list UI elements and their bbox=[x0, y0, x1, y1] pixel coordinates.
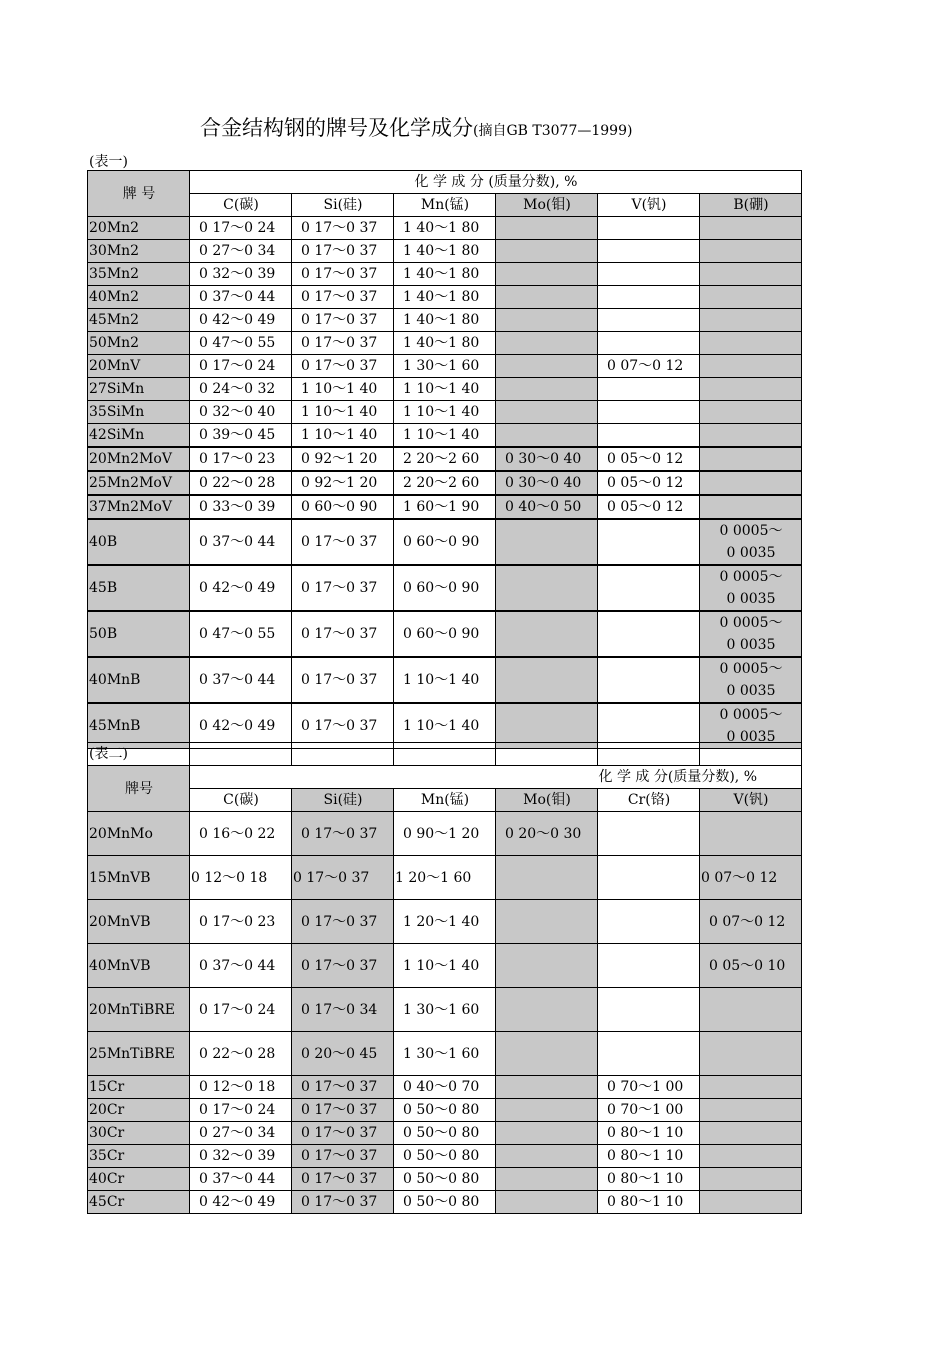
table-row bbox=[88, 657, 802, 703]
value-cell: 1 30～1 60 bbox=[394, 355, 496, 378]
table-row bbox=[88, 1145, 802, 1168]
value-cell: 0 0005～ 0 0035 bbox=[700, 703, 802, 749]
value-cell bbox=[700, 1099, 802, 1122]
column-header: V(钒) bbox=[598, 194, 700, 217]
value-cell: 0 70～1 00 bbox=[598, 1076, 700, 1099]
value-cell bbox=[496, 988, 598, 1032]
column-header: C(碳) bbox=[190, 194, 292, 217]
grade-cell: 25Mn2MoV bbox=[88, 471, 190, 495]
table-row bbox=[88, 1032, 802, 1076]
composition-header: 化 学 成 分(质量分数), % bbox=[190, 766, 802, 789]
value-cell bbox=[700, 378, 802, 401]
grade-cell: 45Cr bbox=[88, 1191, 190, 1214]
value-cell: 0 17～0 37 bbox=[292, 611, 394, 657]
value-cell bbox=[700, 309, 802, 332]
column-header: B(硼) bbox=[700, 194, 802, 217]
table-row bbox=[88, 378, 802, 401]
table-row bbox=[88, 495, 802, 519]
grade-cell: 20Mn2MoV bbox=[88, 447, 190, 471]
value-cell bbox=[496, 1191, 598, 1214]
grade-header: 牌号 bbox=[88, 766, 190, 812]
value-cell: 0 17～0 37 bbox=[292, 217, 394, 240]
value-cell bbox=[700, 1168, 802, 1191]
value-cell bbox=[496, 424, 598, 448]
value-cell: 0 90～1 20 bbox=[394, 812, 496, 856]
value-cell: 0 50～0 80 bbox=[394, 1168, 496, 1191]
column-header: C(碳) bbox=[190, 789, 292, 812]
grade-cell: 15MnVB bbox=[88, 856, 190, 900]
value-cell: 1 10～1 40 bbox=[394, 944, 496, 988]
table-row bbox=[88, 988, 802, 1032]
value-cell bbox=[496, 944, 598, 988]
table-row bbox=[88, 1168, 802, 1191]
column-header: Mn(锰) bbox=[394, 194, 496, 217]
value-cell bbox=[700, 263, 802, 286]
value-cell bbox=[700, 355, 802, 378]
value-cell: 0 17～0 37 bbox=[292, 309, 394, 332]
value-cell: 0 20～0 30 bbox=[496, 812, 598, 856]
value-cell: 0 30～0 40 bbox=[496, 471, 598, 495]
value-cell bbox=[700, 1076, 802, 1099]
value-cell bbox=[598, 856, 700, 900]
value-cell: 0 17～0 37 bbox=[292, 332, 394, 355]
value-cell: 0 17～0 37 bbox=[292, 1191, 394, 1214]
value-cell: 1 10～1 40 bbox=[292, 424, 394, 448]
value-cell bbox=[598, 286, 700, 309]
document-title bbox=[200, 112, 632, 142]
value-cell bbox=[496, 519, 598, 565]
value-cell bbox=[496, 1145, 598, 1168]
value-cell: 1 40～1 80 bbox=[394, 309, 496, 332]
value-cell: 0 39～0 45 bbox=[190, 424, 292, 448]
value-cell bbox=[496, 286, 598, 309]
table-row bbox=[88, 424, 802, 448]
value-cell: 0 05～0 10 bbox=[700, 944, 802, 988]
value-cell: 0 17～0 37 bbox=[292, 1076, 394, 1099]
value-cell bbox=[496, 309, 598, 332]
value-cell bbox=[598, 519, 700, 565]
value-cell bbox=[598, 812, 700, 856]
value-cell bbox=[496, 332, 598, 355]
value-cell bbox=[700, 1122, 802, 1145]
table-row bbox=[88, 332, 802, 355]
table-row bbox=[88, 401, 802, 424]
grade-cell: 25MnTiBRE bbox=[88, 1032, 190, 1076]
value-cell: 0 17～0 34 bbox=[292, 988, 394, 1032]
value-cell: 0 17～0 37 bbox=[292, 1168, 394, 1191]
value-cell: 1 30～1 60 bbox=[394, 988, 496, 1032]
value-cell bbox=[700, 1145, 802, 1168]
grade-cell: 45MnB bbox=[88, 703, 190, 749]
value-cell: 0 42～0 49 bbox=[190, 565, 292, 611]
value-cell bbox=[496, 565, 598, 611]
grade-cell: 45B bbox=[88, 565, 190, 611]
value-cell bbox=[700, 286, 802, 309]
grade-cell: 20MnMo bbox=[88, 812, 190, 856]
grade-cell: 42SiMn bbox=[88, 424, 190, 448]
value-cell bbox=[598, 217, 700, 240]
value-cell bbox=[598, 944, 700, 988]
value-cell: 0 92～1 20 bbox=[292, 447, 394, 471]
value-cell: 1 10～1 40 bbox=[394, 378, 496, 401]
grade-header: 牌 号 bbox=[88, 171, 190, 217]
grade-cell: 45Mn2 bbox=[88, 309, 190, 332]
value-cell: 0 22～0 28 bbox=[190, 1032, 292, 1076]
value-cell bbox=[496, 378, 598, 401]
value-cell: 0 32～0 39 bbox=[190, 263, 292, 286]
grade-cell: 15Cr bbox=[88, 1076, 190, 1099]
value-cell bbox=[496, 657, 598, 703]
grade-cell: 40MnVB bbox=[88, 944, 190, 988]
empty-cell bbox=[598, 743, 700, 766]
value-cell: 0 47～0 55 bbox=[190, 332, 292, 355]
empty-cell bbox=[394, 743, 496, 766]
value-cell: 1 10～1 40 bbox=[394, 401, 496, 424]
value-cell: 0 60～0 90 bbox=[394, 519, 496, 565]
value-cell bbox=[700, 471, 802, 495]
table1-tag: (表一) bbox=[89, 154, 128, 170]
value-cell: 0 50～0 80 bbox=[394, 1191, 496, 1214]
table-row bbox=[88, 447, 802, 471]
value-cell: 0 27～0 34 bbox=[190, 240, 292, 263]
value-cell: 0 20～0 45 bbox=[292, 1032, 394, 1076]
value-cell: 0 17～0 37 bbox=[292, 355, 394, 378]
value-cell bbox=[496, 217, 598, 240]
value-cell bbox=[496, 611, 598, 657]
column-header: Si(硅) bbox=[292, 789, 394, 812]
grade-cell: 27SiMn bbox=[88, 378, 190, 401]
value-cell bbox=[700, 240, 802, 263]
value-cell bbox=[496, 1099, 598, 1122]
value-cell: 0 32～0 40 bbox=[190, 401, 292, 424]
value-cell: 0 42～0 49 bbox=[190, 703, 292, 749]
value-cell: 0 17～0 37 bbox=[292, 812, 394, 856]
value-cell bbox=[496, 856, 598, 900]
value-cell bbox=[700, 988, 802, 1032]
value-cell: 0 07～0 12 bbox=[598, 355, 700, 378]
value-cell: 0 37～0 44 bbox=[190, 944, 292, 988]
value-cell: 0 42～0 49 bbox=[190, 309, 292, 332]
value-cell: 0 17～0 37 bbox=[292, 1145, 394, 1168]
grade-cell: 30Mn2 bbox=[88, 240, 190, 263]
value-cell: 0 92～1 20 bbox=[292, 471, 394, 495]
value-cell: 0 12～0 18 bbox=[190, 856, 292, 900]
value-cell: 0 32～0 39 bbox=[190, 1145, 292, 1168]
grade-cell: 40Mn2 bbox=[88, 286, 190, 309]
value-cell bbox=[598, 309, 700, 332]
grade-cell: 35Mn2 bbox=[88, 263, 190, 286]
value-cell: 0 17～0 37 bbox=[292, 900, 394, 944]
value-cell: 0 27～0 34 bbox=[190, 1122, 292, 1145]
value-cell: 1 10～1 40 bbox=[394, 703, 496, 749]
value-cell bbox=[598, 240, 700, 263]
value-cell: 0 0005～ 0 0035 bbox=[700, 519, 802, 565]
table-row bbox=[88, 1099, 802, 1122]
value-cell: 0 07～0 12 bbox=[700, 856, 802, 900]
value-cell bbox=[598, 401, 700, 424]
value-cell bbox=[700, 217, 802, 240]
value-cell: 0 50～0 80 bbox=[394, 1099, 496, 1122]
value-cell: 0 30～0 40 bbox=[496, 447, 598, 471]
value-cell bbox=[496, 401, 598, 424]
value-cell: 0 37～0 44 bbox=[190, 1168, 292, 1191]
table-row bbox=[88, 240, 802, 263]
value-cell bbox=[700, 332, 802, 355]
value-cell bbox=[496, 1032, 598, 1076]
value-cell bbox=[598, 565, 700, 611]
value-cell: 0 50～0 80 bbox=[394, 1122, 496, 1145]
value-cell: 0 17～0 23 bbox=[190, 900, 292, 944]
value-cell bbox=[598, 332, 700, 355]
value-cell: 0 17～0 37 bbox=[292, 944, 394, 988]
grade-cell: 20MnTiBRE bbox=[88, 988, 190, 1032]
value-cell bbox=[700, 495, 802, 519]
column-header: V(钒) bbox=[700, 789, 802, 812]
value-cell bbox=[700, 424, 802, 448]
value-cell: 0 0005～ 0 0035 bbox=[700, 565, 802, 611]
empty-cell bbox=[292, 743, 394, 766]
value-cell: 0 80～1 10 bbox=[598, 1145, 700, 1168]
value-cell: 0 17～0 37 bbox=[292, 263, 394, 286]
table-row bbox=[88, 519, 802, 565]
table-row bbox=[88, 565, 802, 611]
value-cell: 0 07～0 12 bbox=[700, 900, 802, 944]
composition-header: 化 学 成 分 (质量分数), % bbox=[190, 171, 802, 194]
grade-cell: 35SiMn bbox=[88, 401, 190, 424]
value-cell: 0 12～0 18 bbox=[190, 1076, 292, 1099]
grade-cell: 30Cr bbox=[88, 1122, 190, 1145]
value-cell: 0 17～0 37 bbox=[292, 1099, 394, 1122]
column-header: Si(硅) bbox=[292, 194, 394, 217]
grade-cell: 20MnVB bbox=[88, 900, 190, 944]
value-cell bbox=[598, 1032, 700, 1076]
value-cell: 0 17～0 37 bbox=[292, 286, 394, 309]
value-cell bbox=[700, 401, 802, 424]
value-cell: 1 40～1 80 bbox=[394, 332, 496, 355]
grade-cell: 40MnB bbox=[88, 657, 190, 703]
table-row bbox=[88, 1122, 802, 1145]
value-cell: 0 05～0 12 bbox=[598, 495, 700, 519]
value-cell: 0 33～0 39 bbox=[190, 495, 292, 519]
table-row bbox=[88, 944, 802, 988]
value-cell: 0 60～0 90 bbox=[394, 611, 496, 657]
value-cell bbox=[598, 900, 700, 944]
value-cell: 0 0005～ 0 0035 bbox=[700, 657, 802, 703]
value-cell: 0 80～1 10 bbox=[598, 1168, 700, 1191]
column-header: Mo(钼) bbox=[496, 789, 598, 812]
value-cell bbox=[700, 1032, 802, 1076]
value-cell bbox=[700, 1191, 802, 1214]
value-cell: 1 60～1 90 bbox=[394, 495, 496, 519]
value-cell: 1 20～1 60 bbox=[394, 856, 496, 900]
value-cell: 1 40～1 80 bbox=[394, 286, 496, 309]
grade-cell: 40Cr bbox=[88, 1168, 190, 1191]
value-cell: 1 40～1 80 bbox=[394, 263, 496, 286]
empty-cell bbox=[190, 743, 292, 766]
value-cell: 0 17～0 37 bbox=[292, 657, 394, 703]
empty-cell bbox=[496, 743, 598, 766]
value-cell: 1 10～1 40 bbox=[394, 424, 496, 448]
value-cell: 0 17～0 24 bbox=[190, 1099, 292, 1122]
value-cell: 0 17～0 37 bbox=[292, 519, 394, 565]
value-cell: 0 37～0 44 bbox=[190, 286, 292, 309]
title-main: 合金结构钢的牌号及化学成分 bbox=[200, 116, 473, 140]
value-cell: 0 17～0 24 bbox=[190, 988, 292, 1032]
table-row bbox=[88, 812, 802, 856]
table-row bbox=[88, 1076, 802, 1099]
value-cell: 0 17～0 37 bbox=[292, 856, 394, 900]
table2-tag-cell: (表二) bbox=[88, 743, 190, 766]
value-cell: 0 22～0 28 bbox=[190, 471, 292, 495]
value-cell: 0 60～0 90 bbox=[292, 495, 394, 519]
value-cell bbox=[598, 263, 700, 286]
value-cell: 0 24～0 32 bbox=[190, 378, 292, 401]
value-cell: 2 20～2 60 bbox=[394, 447, 496, 471]
value-cell: 0 80～1 10 bbox=[598, 1191, 700, 1214]
table-row bbox=[88, 471, 802, 495]
value-cell bbox=[496, 1168, 598, 1191]
value-cell: 0 17～0 23 bbox=[190, 447, 292, 471]
value-cell: 1 20～1 40 bbox=[394, 900, 496, 944]
value-cell bbox=[598, 657, 700, 703]
value-cell: 0 70～1 00 bbox=[598, 1099, 700, 1122]
value-cell bbox=[598, 424, 700, 448]
value-cell: 0 17～0 24 bbox=[190, 355, 292, 378]
value-cell: 0 60～0 90 bbox=[394, 565, 496, 611]
table-row bbox=[88, 355, 802, 378]
value-cell: 0 40～0 70 bbox=[394, 1076, 496, 1099]
value-cell: 0 42～0 49 bbox=[190, 1191, 292, 1214]
value-cell bbox=[496, 240, 598, 263]
value-cell: 1 10～1 40 bbox=[292, 378, 394, 401]
grade-cell: 35Cr bbox=[88, 1145, 190, 1168]
value-cell: 1 10～1 40 bbox=[394, 657, 496, 703]
value-cell bbox=[598, 611, 700, 657]
value-cell: 0 17～0 37 bbox=[292, 240, 394, 263]
value-cell bbox=[496, 263, 598, 286]
value-cell: 2 20～2 60 bbox=[394, 471, 496, 495]
table-row bbox=[88, 309, 802, 332]
value-cell: 0 17～0 37 bbox=[292, 565, 394, 611]
column-header: Mo(钼) bbox=[496, 194, 598, 217]
value-cell: 0 0005～ 0 0035 bbox=[700, 611, 802, 657]
grade-cell: 20Cr bbox=[88, 1099, 190, 1122]
value-cell: 0 17～0 37 bbox=[292, 703, 394, 749]
title-source: (摘自GB T3077—1999) bbox=[473, 123, 633, 139]
value-cell bbox=[598, 988, 700, 1032]
value-cell bbox=[700, 447, 802, 471]
table-row bbox=[88, 286, 802, 309]
grade-cell: 37Mn2MoV bbox=[88, 495, 190, 519]
table2 bbox=[87, 742, 802, 1214]
column-header: Cr(铬) bbox=[598, 789, 700, 812]
value-cell: 1 40～1 80 bbox=[394, 240, 496, 263]
value-cell: 0 17～0 37 bbox=[292, 1122, 394, 1145]
table-row bbox=[88, 611, 802, 657]
table1 bbox=[87, 170, 802, 749]
value-cell: 0 37～0 44 bbox=[190, 519, 292, 565]
value-cell: 0 05～0 12 bbox=[598, 447, 700, 471]
value-cell: 1 30～1 60 bbox=[394, 1032, 496, 1076]
value-cell bbox=[496, 1076, 598, 1099]
value-cell bbox=[700, 812, 802, 856]
value-cell bbox=[598, 378, 700, 401]
value-cell: 0 17～0 24 bbox=[190, 217, 292, 240]
table-row bbox=[88, 900, 802, 944]
table-row bbox=[88, 856, 802, 900]
value-cell: 0 47～0 55 bbox=[190, 611, 292, 657]
grade-cell: 50B bbox=[88, 611, 190, 657]
value-cell: 1 10～1 40 bbox=[292, 401, 394, 424]
value-cell: 0 16～0 22 bbox=[190, 812, 292, 856]
table-row bbox=[88, 217, 802, 240]
grade-cell: 40B bbox=[88, 519, 190, 565]
grade-cell: 20MnV bbox=[88, 355, 190, 378]
value-cell: 0 37～0 44 bbox=[190, 657, 292, 703]
table-row bbox=[88, 263, 802, 286]
grade-cell: 20Mn2 bbox=[88, 217, 190, 240]
grade-cell: 50Mn2 bbox=[88, 332, 190, 355]
value-cell: 0 80～1 10 bbox=[598, 1122, 700, 1145]
value-cell bbox=[496, 355, 598, 378]
value-cell: 1 40～1 80 bbox=[394, 217, 496, 240]
column-header: Mn(锰) bbox=[394, 789, 496, 812]
value-cell bbox=[496, 1122, 598, 1145]
value-cell: 0 05～0 12 bbox=[598, 471, 700, 495]
value-cell bbox=[496, 900, 598, 944]
table-row bbox=[88, 1191, 802, 1214]
value-cell: 0 50～0 80 bbox=[394, 1145, 496, 1168]
empty-cell bbox=[700, 743, 802, 766]
value-cell: 0 40～0 50 bbox=[496, 495, 598, 519]
